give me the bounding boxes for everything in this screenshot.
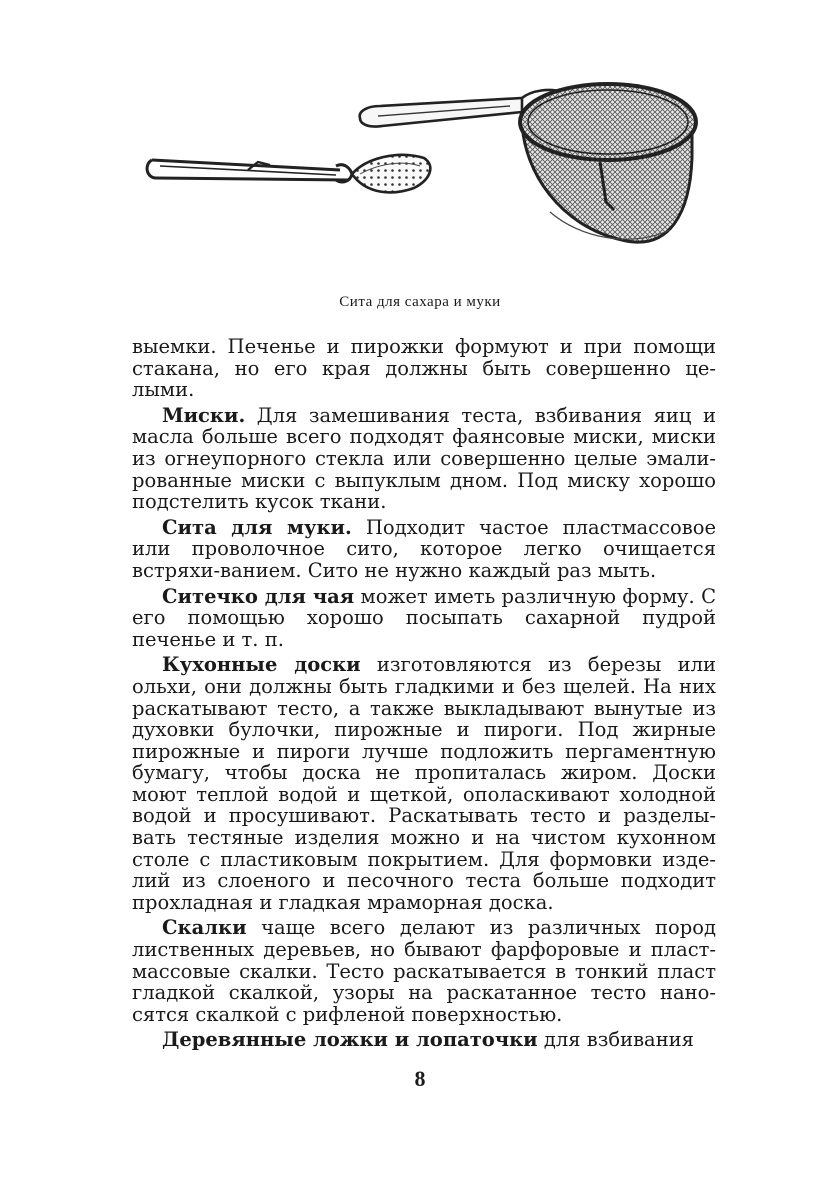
paragraph <box>132 586 716 651</box>
paragraph-term: Ситечко для чая <box>162 584 355 608</box>
paragraph <box>132 654 716 913</box>
paragraph <box>132 517 716 582</box>
paragraph-text: чаще всего делают из различных пород лиственных деревьев, но бывают фарфоровые и пласт-массовые скалки. Тесто раскатывается в тонкий пласт гладкой скалкой, узоры на раскатанное тесто нано-сятся скалкой с рифленой поверхностью. <box>132 916 716 1026</box>
tea-strainer-tongs-icon <box>147 155 430 193</box>
sieves-illustration <box>130 62 720 292</box>
paragraph-text: может иметь различную форму. С его помощью хорошо посыпать сахарной пудрой печенье и т. п. <box>132 584 716 651</box>
paragraph-term: Сита для муки. <box>162 515 352 539</box>
paragraph-text: Для замешивания теста, взбивания яиц и масла больше всего подходят фаянсовые миски, миски из огнеупорного стекла или совершенно целые эмали-рованные миски с выпуклым дном. Под миску хорошо подстелить кусок ткани. <box>132 403 716 514</box>
paragraph-term: Кухонные доски <box>162 653 361 677</box>
paragraph-term: Скалки <box>162 916 247 940</box>
page-number: 8 <box>414 1066 426 1091</box>
paragraph <box>132 405 716 513</box>
paragraph <box>132 336 716 401</box>
paragraph-text: Подходит частое пластмассовое или проволочное сито, которое легко очищается встряхи-ванием. Сито не нужно каждый раз мыть. <box>132 515 716 582</box>
paragraph-term: Деревянные ложки и лопаточки <box>162 1028 538 1052</box>
paragraph-text: для взбивания <box>537 1028 694 1052</box>
paragraph <box>132 1029 716 1051</box>
paragraph-term: Миски. <box>162 403 246 427</box>
paragraph <box>132 917 716 1025</box>
body-text <box>132 336 716 1055</box>
paragraph-text: изготовляются из березы или ольхи, они должны быть гладкими и без щелей. На них раскатывают тесто, а также выкладывают вынутые из духовки булочки, пирожные и пироги. Под жирные пирожные и пироги лучше подложить пергаментную бумагу, чтобы доска не пропиталась жиром. Доски моют теплой водой и щеткой, ополаскивают холодной водой и просушивают. Раскатывать тесто и разделы-вать тестяные изделия можно и на чистом кухонном столе с пластиковым покрытием. Для формовки изде-лий из слоеного и песочного теста больше подходит прохладная и гладкая мраморная доска. <box>132 653 716 914</box>
paragraph-text: выемки. Печенье и пирожки формуют и при помощи стакана, но его края должны быть совершенно це-лыми. <box>132 335 716 402</box>
figure-caption: Сита для сахара и муки <box>339 294 501 310</box>
